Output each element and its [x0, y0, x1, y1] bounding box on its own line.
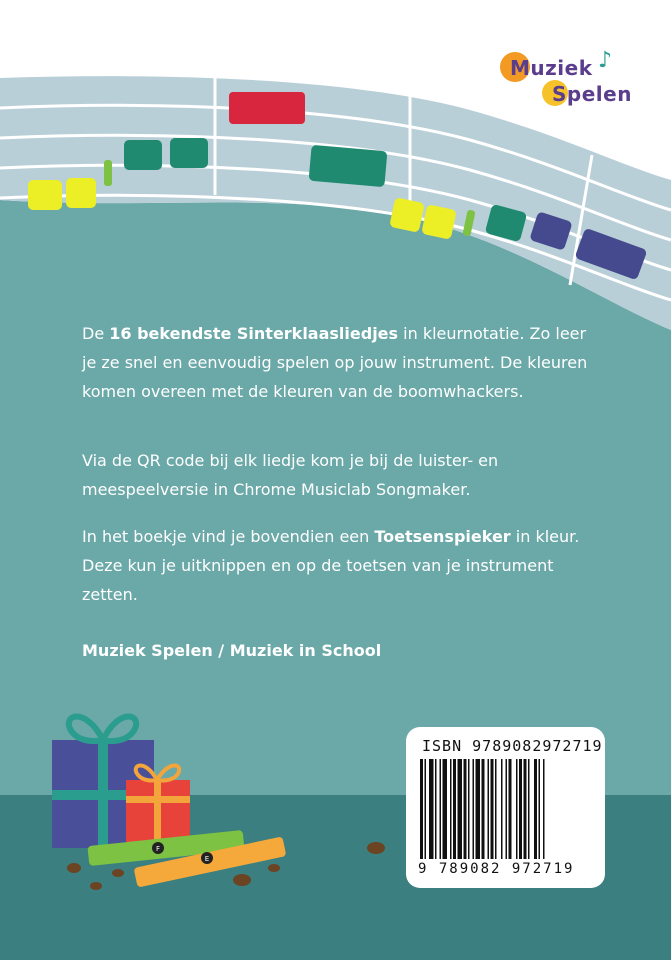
logo-line1: Muziek	[510, 56, 593, 80]
note-lime	[104, 160, 112, 186]
tube-label-orange: E	[204, 855, 210, 863]
barcode-bar	[506, 759, 508, 859]
barcode-bar	[501, 759, 503, 859]
p3-pre: In het boekje vind je bovendien een	[82, 527, 375, 546]
barcode-bar	[464, 759, 467, 859]
barcode-bar	[516, 759, 518, 859]
p2-text: Via de QR code bij elk liedje kom je bij de luister- en meespeelversie in Chrome Musiclab Songmaker.	[82, 451, 499, 499]
logo	[500, 48, 635, 118]
barcode-bar	[425, 759, 427, 859]
note-yellow	[28, 180, 62, 210]
note-teal	[170, 138, 208, 168]
isbn-label: ISBN 9789082972719	[422, 737, 603, 755]
barcode-bar	[453, 759, 456, 859]
barcode-bar	[524, 759, 527, 859]
ean-digits: 9 789082 972719	[418, 861, 575, 877]
barcode-bar	[473, 759, 475, 859]
note-yellow	[421, 204, 457, 240]
barcode-bar	[443, 759, 448, 859]
p1-bold: 16 bekendste Sinterklaasliedjes	[109, 324, 399, 343]
barcode-bar	[519, 759, 522, 859]
note-red	[229, 92, 305, 124]
description-paragraph-3	[82, 522, 602, 609]
barcode-bars	[420, 759, 591, 859]
p3-post: in kleur. Deze kun je uitknippen en op de toetsen van je instrument zetten.	[82, 527, 580, 604]
logo-line2: Spelen	[552, 82, 632, 106]
barcode-bar	[429, 759, 434, 859]
barcode-bar	[476, 759, 481, 859]
p1-pre: De	[82, 324, 110, 343]
barcode-bar	[509, 759, 512, 859]
barcode-bar	[458, 759, 463, 859]
barcode-bar	[420, 759, 423, 859]
publisher-line: Muziek Spelen / Muziek in School	[82, 641, 382, 660]
barcode-bar	[534, 759, 537, 859]
barcode-bar	[435, 759, 437, 859]
barcode-bar	[491, 759, 494, 859]
description-paragraph-2	[82, 446, 602, 504]
description-paragraph-1	[82, 319, 602, 406]
note-teal	[309, 145, 388, 187]
p3-bold: Toetsenspieker	[374, 527, 511, 546]
note-yellow	[389, 197, 425, 233]
barcode-box	[406, 727, 605, 888]
music-note-icon: ♪	[598, 48, 613, 73]
tube-label-green: F	[155, 845, 161, 853]
note-yellow	[66, 178, 96, 208]
barcode-bar	[528, 759, 530, 859]
note-teal	[124, 140, 162, 170]
barcode-bar	[450, 759, 452, 859]
barcode-bar	[495, 759, 497, 859]
p1-post: in kleurnotatie. Zo leer je ze snel en eenvoudig spelen op jouw instrument. De kleuren komen overeen met de kleuren van de boomwhackers.	[82, 324, 588, 401]
barcode-bar	[468, 759, 470, 859]
barcode-bar	[488, 759, 490, 859]
barcode-bar	[482, 759, 485, 859]
barcode-bar	[539, 759, 541, 859]
barcode-bar	[543, 759, 545, 859]
barcode-bar	[440, 759, 442, 859]
